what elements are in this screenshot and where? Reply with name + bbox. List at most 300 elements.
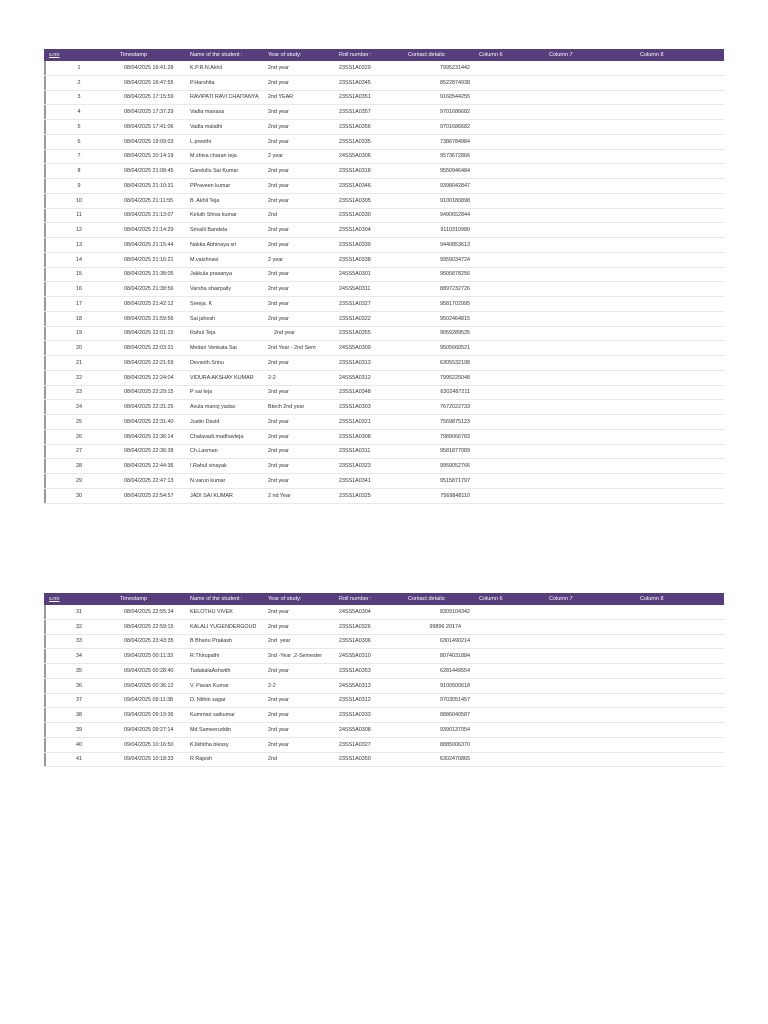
cell-column-8[interactable] [640, 664, 710, 678]
cell-column-7[interactable] [549, 238, 615, 252]
cell-roll-number[interactable]: 23SS1A0326 [339, 623, 371, 630]
cell-timestamp[interactable]: 08/04/2025 22:01:15 [124, 330, 174, 337]
cell-column-6[interactable] [479, 282, 545, 296]
header-column-8[interactable]: Column 8 [640, 52, 664, 58]
cell-roll-number[interactable]: 23SS1A0303 [339, 404, 371, 411]
cell-year-of-study[interactable]: 2nd [268, 212, 277, 219]
cell-column-6[interactable] [479, 723, 545, 737]
cell-column-8[interactable] [640, 356, 710, 370]
cell-timestamp[interactable]: 08/04/2025 21:42:12 [124, 300, 174, 307]
cell-column-6[interactable] [479, 61, 545, 75]
cell-column-8[interactable] [640, 282, 710, 296]
cell-student-name[interactable]: RAVIPATI RAVI CHAITANYA [190, 94, 259, 101]
cell-column-7[interactable] [549, 105, 615, 119]
cell-student-name[interactable]: PPraveen kumar [190, 182, 231, 189]
header-sno[interactable]: s.no [49, 52, 60, 58]
cell-column-6[interactable] [479, 474, 545, 488]
cell-sno[interactable]: 36 [76, 682, 82, 689]
cell-column-8[interactable] [640, 135, 710, 149]
cell-roll-number[interactable]: 24SS5A0309 [339, 345, 371, 352]
cell-contact[interactable]: 7569848110 [440, 492, 470, 499]
cell-roll-number[interactable]: 23SS1A0318 [339, 168, 371, 175]
cell-roll-number[interactable]: 23SS1A0356 [339, 123, 371, 130]
cell-timestamp[interactable]: 09/04/2025 09:19:36 [124, 712, 174, 719]
cell-column-8[interactable] [640, 105, 710, 119]
cell-sno[interactable]: 25 [76, 418, 82, 425]
cell-column-6[interactable] [479, 694, 545, 708]
cell-column-7[interactable] [549, 61, 615, 75]
cell-roll-number[interactable]: 23SS1A0325 [339, 492, 371, 499]
cell-contact[interactable]: 6305532198 [440, 359, 470, 366]
cell-contact[interactable]: 9110310980 [440, 227, 470, 234]
cell-student-name[interactable]: Sai jahesh [190, 315, 216, 322]
header-column-8[interactable]: Column 8 [640, 596, 664, 602]
cell-column-8[interactable] [640, 150, 710, 164]
cell-student-name[interactable]: Rahul Teja [190, 330, 216, 337]
cell-column-6[interactable] [479, 356, 545, 370]
cell-column-8[interactable] [640, 430, 710, 444]
cell-sno[interactable]: 7 [77, 153, 81, 160]
cell-column-6[interactable] [479, 327, 545, 341]
cell-column-7[interactable] [549, 753, 615, 767]
cell-column-6[interactable] [479, 164, 545, 178]
cell-column-8[interactable] [640, 223, 710, 237]
cell-year-of-study[interactable]: 2nd year [268, 182, 289, 189]
header-column-6[interactable]: Column 6 [479, 596, 503, 602]
cell-sno[interactable]: 2 [77, 79, 81, 86]
cell-sno[interactable]: 12 [76, 227, 82, 234]
cell-student-name[interactable]: VIDURA AKSHAY KUMAR [190, 374, 254, 381]
cell-sno[interactable]: 24 [76, 404, 82, 411]
cell-column-7[interactable] [549, 620, 615, 634]
cell-roll-number[interactable]: 23SS1A0335 [339, 138, 371, 145]
cell-year-of-study[interactable]: 2nd year [268, 227, 289, 234]
cell-student-name[interactable]: I.Rahul vinayak [190, 463, 227, 470]
header-timestamp[interactable]: Timestamp [120, 596, 147, 602]
cell-student-name[interactable]: Justin David [190, 418, 220, 425]
cell-column-7[interactable] [549, 708, 615, 722]
cell-sno[interactable]: 19 [76, 330, 82, 337]
cell-roll-number[interactable]: 23SS1A0341 [339, 477, 371, 484]
cell-student-name[interactable]: D. Nithin sagar [190, 697, 226, 704]
header-contact[interactable]: Contact details: [408, 596, 446, 602]
cell-roll-number[interactable]: 23SS1A0305 [339, 197, 371, 204]
cell-column-7[interactable] [549, 415, 615, 429]
cell-timestamp[interactable]: 08/04/2025 21:38:05 [124, 271, 174, 278]
cell-contact[interactable]: 6302470865 [440, 756, 470, 763]
cell-column-7[interactable] [549, 268, 615, 282]
cell-timestamp[interactable]: 08/04/2025 19:09:03 [124, 138, 174, 145]
cell-timestamp[interactable]: 08/04/2025 22:44:36 [124, 463, 174, 470]
cell-sno[interactable]: 16 [76, 286, 82, 293]
cell-student-name[interactable]: Md Sameeruddin [190, 726, 232, 733]
cell-column-8[interactable] [640, 400, 710, 414]
cell-timestamp[interactable]: 08/04/2025 21:13:07 [124, 212, 174, 219]
cell-contact[interactable]: 7672022733 [440, 404, 470, 411]
cell-student-name[interactable]: KALALI YUGENDERGOUD [190, 623, 257, 630]
cell-sno[interactable]: 33 [76, 638, 82, 645]
cell-column-8[interactable] [640, 76, 710, 90]
cell-sno[interactable]: 17 [76, 300, 82, 307]
cell-sno[interactable]: 41 [76, 756, 82, 763]
cell-contact[interactable]: 9701686682 [440, 109, 470, 116]
cell-year-of-study[interactable]: 2nd year [268, 138, 289, 145]
cell-contact[interactable]: 9160544255 [440, 94, 470, 101]
cell-timestamp[interactable]: 08/04/2025 21:10:31 [124, 182, 174, 189]
cell-column-6[interactable] [479, 179, 545, 193]
header-sno[interactable]: s.no [49, 596, 60, 602]
cell-column-7[interactable] [549, 150, 615, 164]
cell-roll-number[interactable]: 23SS1A0323 [339, 463, 371, 470]
cell-column-6[interactable] [479, 268, 545, 282]
cell-roll-number[interactable]: 24SS5A0313 [339, 682, 371, 689]
cell-year-of-study[interactable]: 2nd year [268, 359, 289, 366]
cell-contact[interactable]: 9959052766 [440, 463, 470, 470]
header-roll[interactable]: Roll number : [339, 52, 372, 58]
cell-roll-number[interactable]: 23SS1A0311 [339, 448, 371, 455]
cell-column-8[interactable] [640, 312, 710, 326]
cell-contact[interactable]: 7386784984 [440, 138, 470, 145]
cell-roll-number[interactable]: 23SS1A0327 [339, 300, 371, 307]
cell-year-of-study[interactable]: 2 nd Year [268, 492, 291, 499]
cell-roll-number[interactable]: 23SS1A0327 [339, 741, 371, 748]
cell-sno[interactable]: 32 [76, 623, 82, 630]
cell-sno[interactable]: 22 [76, 374, 82, 381]
cell-sno[interactable]: 28 [76, 463, 82, 470]
cell-timestamp[interactable]: 08/04/2025 22:24:04 [124, 374, 174, 381]
cell-student-name[interactable]: JADI SAI KUMAR [190, 492, 233, 499]
cell-contact[interactable]: 9100500618 [440, 682, 470, 689]
cell-student-name[interactable]: Keluth Shiva kumar [190, 212, 237, 219]
cell-sno[interactable]: 9 [77, 182, 81, 189]
cell-contact[interactable]: 7989066783 [440, 433, 470, 440]
cell-column-6[interactable] [479, 386, 545, 400]
cell-column-8[interactable] [640, 708, 710, 722]
cell-column-6[interactable] [479, 679, 545, 693]
cell-year-of-study[interactable]: 2nd year [268, 608, 289, 615]
cell-year-of-study[interactable]: 2nd year [268, 330, 295, 337]
cell-student-name[interactable]: Sreeja. K [190, 300, 213, 307]
cell-student-name[interactable]: KELOTHU VIVEK [190, 608, 233, 615]
cell-column-8[interactable] [640, 649, 710, 663]
cell-roll-number[interactable]: 24SS5A0308 [339, 726, 371, 733]
cell-contact[interactable]: 9959034724 [440, 256, 470, 263]
cell-column-8[interactable] [640, 61, 710, 75]
cell-student-name[interactable]: Garelollu Sai Kumar [190, 168, 239, 175]
cell-column-8[interactable] [640, 386, 710, 400]
cell-column-7[interactable] [549, 356, 615, 370]
cell-column-6[interactable] [479, 620, 545, 634]
cell-contact[interactable]: 6281449554 [440, 667, 470, 674]
cell-column-8[interactable] [640, 459, 710, 473]
cell-column-6[interactable] [479, 209, 545, 223]
cell-column-6[interactable] [479, 605, 545, 619]
cell-sno[interactable]: 13 [76, 241, 82, 248]
cell-column-7[interactable] [549, 371, 615, 385]
cell-year-of-study[interactable]: 2nd year [268, 123, 289, 130]
cell-timestamp[interactable]: 08/04/2025 22:54:57 [124, 492, 174, 499]
cell-contact[interactable]: 9502464815 [440, 315, 470, 322]
cell-timestamp[interactable]: 08/04/2025 21:16:21 [124, 256, 174, 263]
cell-contact[interactable]: 9505660521 [440, 345, 470, 352]
cell-timestamp[interactable]: 08/04/2025 21:15:44 [124, 241, 174, 248]
cell-student-name[interactable]: Vadla manasa [190, 109, 225, 116]
cell-student-name[interactable]: Devsoth.Srinu [190, 359, 224, 366]
cell-sno[interactable]: 4 [77, 109, 81, 116]
cell-column-6[interactable] [479, 708, 545, 722]
cell-roll-number[interactable]: 23SS1A0308 [339, 433, 371, 440]
cell-sno[interactable]: 35 [76, 667, 82, 674]
cell-student-name[interactable]: R.Thirupathi [190, 653, 220, 660]
cell-year-of-study[interactable]: 2nd year [268, 109, 289, 116]
cell-roll-number[interactable]: 23SS1A0330 [339, 212, 371, 219]
cell-column-7[interactable] [549, 223, 615, 237]
cell-roll-number[interactable]: 23SS1A0321 [339, 418, 371, 425]
cell-student-name[interactable]: K.likhitha blessy [190, 741, 229, 748]
cell-column-6[interactable] [479, 489, 545, 503]
cell-column-8[interactable] [640, 474, 710, 488]
cell-student-name[interactable]: B Bhanu Prakash [190, 638, 232, 645]
cell-sno[interactable]: 31 [76, 608, 82, 615]
cell-contact[interactable]: 8522874938 [440, 79, 470, 86]
cell-year-of-study[interactable]: 2nd Year - 2nd Sem [268, 345, 316, 352]
cell-timestamp[interactable]: 08/04/2025 22:47:13 [124, 477, 174, 484]
cell-contact[interactable]: 9581702995 [440, 300, 470, 307]
cell-column-6[interactable] [479, 76, 545, 90]
cell-timestamp[interactable]: 08/04/2025 22:31:25 [124, 404, 174, 411]
cell-year-of-study[interactable]: 2nd year [268, 726, 289, 733]
cell-timestamp[interactable]: 09/04/2025 00:28:40 [124, 667, 174, 674]
cell-column-6[interactable] [479, 445, 545, 459]
cell-contact[interactable]: 9100180898 [440, 197, 470, 204]
cell-timestamp[interactable]: 08/04/2025 16:41:28 [124, 64, 174, 71]
cell-year-of-study[interactable]: Btech 2nd year [268, 404, 305, 411]
cell-column-7[interactable] [549, 194, 615, 208]
cell-column-6[interactable] [479, 194, 545, 208]
cell-sno[interactable]: 10 [76, 197, 82, 204]
cell-student-name[interactable]: L.preethi [190, 138, 211, 145]
cell-student-name[interactable]: R Rajesh [190, 756, 213, 763]
cell-column-8[interactable] [640, 297, 710, 311]
cell-contact[interactable]: 6301490214 [440, 638, 470, 645]
cell-sno[interactable]: 11 [76, 212, 82, 219]
cell-column-6[interactable] [479, 341, 545, 355]
cell-roll-number[interactable]: 24SS5A0312 [339, 374, 371, 381]
cell-year-of-study[interactable]: 2nd year [268, 638, 291, 645]
cell-column-8[interactable] [640, 91, 710, 105]
cell-timestamp[interactable]: 08/04/2025 17:15:59 [124, 94, 174, 101]
cell-column-6[interactable] [479, 105, 545, 119]
cell-student-name[interactable]: Avula manoj yadav [190, 404, 236, 411]
cell-roll-number[interactable]: 24SS5A0310 [339, 653, 371, 660]
cell-timestamp[interactable]: 08/04/2025 22:36:38 [124, 448, 174, 455]
cell-timestamp[interactable]: 08/04/2025 17:41:06 [124, 123, 174, 130]
cell-year-of-study[interactable]: 2nd year [268, 463, 289, 470]
cell-timestamp[interactable]: 09/04/2025 09:27:14 [124, 726, 174, 733]
cell-timestamp[interactable]: 09/04/2025 10:18:33 [124, 756, 174, 763]
cell-contact[interactable]: 9059289535 [440, 330, 470, 337]
header-name[interactable]: Name of the student : [190, 596, 243, 602]
cell-column-8[interactable] [640, 723, 710, 737]
cell-contact[interactable]: 9440853613 [440, 241, 470, 248]
cell-timestamp[interactable]: 08/04/2025 21:11:55 [124, 197, 174, 204]
cell-roll-number[interactable]: 24SS5A0301 [339, 271, 371, 278]
cell-timestamp[interactable]: 08/04/2025 22:29:15 [124, 389, 174, 396]
cell-timestamp[interactable]: 08/04/2025 16:47:55 [124, 79, 174, 86]
cell-column-7[interactable] [549, 312, 615, 326]
cell-year-of-study[interactable]: 2nd year [268, 241, 289, 248]
cell-roll-number[interactable]: 23SS1A0350 [339, 756, 371, 763]
cell-student-name[interactable]: TadakalaAshwith [190, 667, 231, 674]
cell-sno[interactable]: 14 [76, 256, 82, 263]
cell-column-6[interactable] [479, 753, 545, 767]
cell-student-name[interactable]: Medari Venkata Sai [190, 345, 237, 352]
cell-roll-number[interactable]: 24SS5A0311 [339, 286, 371, 293]
cell-year-of-study[interactable]: 2nd year [268, 448, 289, 455]
cell-sno[interactable]: 8 [77, 168, 81, 175]
cell-column-8[interactable] [640, 445, 710, 459]
cell-sno[interactable]: 37 [76, 697, 82, 704]
cell-contact[interactable]: 8885006370 [440, 741, 470, 748]
cell-roll-number[interactable]: 23SS1A0312 [339, 697, 371, 704]
cell-sno[interactable]: 21 [76, 359, 82, 366]
cell-column-7[interactable] [549, 489, 615, 503]
header-year[interactable]: Year of study: [268, 596, 302, 602]
cell-year-of-study[interactable]: 2 year [268, 153, 283, 160]
cell-column-7[interactable] [549, 76, 615, 90]
cell-sno[interactable]: 20 [76, 345, 82, 352]
cell-contact[interactable]: 7995231442 [440, 64, 470, 71]
cell-roll-number[interactable]: 23SS1A0357 [339, 109, 371, 116]
cell-student-name[interactable]: V. Pavan Kumar [190, 682, 229, 689]
cell-roll-number[interactable]: 23SS1A0333 [339, 712, 371, 719]
cell-roll-number[interactable]: 24SS5A0306 [339, 153, 371, 160]
cell-timestamp[interactable]: 08/04/2025 21:38:56 [124, 286, 174, 293]
cell-roll-number[interactable]: 23SS1A0353 [339, 667, 371, 674]
cell-roll-number[interactable]: 23SS1A0304 [339, 227, 371, 234]
cell-student-name[interactable]: Vadla malathi [190, 123, 223, 130]
cell-column-6[interactable] [479, 400, 545, 414]
cell-roll-number[interactable]: 23SS1A0355 [339, 330, 371, 337]
cell-column-7[interactable] [549, 723, 615, 737]
cell-roll-number[interactable]: 24SS5A0304 [339, 608, 371, 615]
cell-column-6[interactable] [479, 135, 545, 149]
header-column-7[interactable]: Column 7 [549, 52, 573, 58]
cell-year-of-study[interactable]: 2nd year [268, 197, 289, 204]
cell-column-8[interactable] [640, 253, 710, 267]
cell-column-7[interactable] [549, 282, 615, 296]
cell-column-7[interactable] [549, 327, 615, 341]
cell-sno[interactable]: 5 [77, 123, 81, 130]
cell-column-8[interactable] [640, 238, 710, 252]
cell-student-name[interactable]: B. Akhil Teja [190, 197, 220, 204]
cell-column-7[interactable] [549, 605, 615, 619]
cell-column-7[interactable] [549, 649, 615, 663]
cell-year-of-study[interactable]: 2nd year [268, 697, 289, 704]
header-contact[interactable]: Contact details: [408, 52, 446, 58]
cell-column-7[interactable] [549, 209, 615, 223]
cell-column-7[interactable] [549, 738, 615, 752]
cell-column-6[interactable] [479, 238, 545, 252]
cell-contact[interactable]: 8074031884 [440, 653, 470, 660]
cell-column-7[interactable] [549, 679, 615, 693]
cell-timestamp[interactable]: 08/04/2025 23:43:35 [124, 638, 174, 645]
cell-year-of-study[interactable]: 2nd year [268, 286, 289, 293]
cell-column-6[interactable] [479, 312, 545, 326]
cell-sno[interactable]: 34 [76, 653, 82, 660]
cell-student-name[interactable]: Jakkula prasanya [190, 271, 232, 278]
cell-sno[interactable]: 18 [76, 315, 82, 322]
cell-contact[interactable]: 9701686682 [440, 123, 470, 130]
cell-timestamp[interactable]: 08/04/2025 22:59:15 [124, 623, 174, 630]
cell-contact[interactable]: 8897232726 [440, 286, 470, 293]
cell-timestamp[interactable]: 08/04/2025 22:21:59 [124, 359, 174, 366]
cell-timestamp[interactable]: 08/04/2025 17:37:29 [124, 109, 174, 116]
cell-contact[interactable]: 9490652844 [440, 212, 470, 219]
cell-year-of-study[interactable]: 2nd year [268, 315, 289, 322]
cell-column-6[interactable] [479, 297, 545, 311]
cell-column-7[interactable] [549, 445, 615, 459]
cell-year-of-study[interactable]: 2nd year [268, 79, 289, 86]
cell-year-of-study[interactable]: 2nd [268, 756, 277, 763]
cell-column-6[interactable] [479, 150, 545, 164]
cell-student-name[interactable]: Kummari saikumar [190, 712, 235, 719]
cell-column-6[interactable] [479, 738, 545, 752]
cell-sno[interactable]: 29 [76, 477, 82, 484]
cell-student-name[interactable]: M.shiva charan teja [190, 153, 237, 160]
cell-roll-number[interactable]: 23SS1A0348 [339, 389, 371, 396]
cell-timestamp[interactable]: 08/04/2025 21:08:45 [124, 168, 174, 175]
cell-roll-number[interactable]: 23SS1A0351 [339, 94, 371, 101]
cell-timestamp[interactable]: 08/04/2025 22:03:31 [124, 345, 174, 352]
cell-column-8[interactable] [640, 738, 710, 752]
cell-student-name[interactable]: Varsha shairpally [190, 286, 231, 293]
cell-sno[interactable]: 3 [77, 94, 81, 101]
cell-column-6[interactable] [479, 91, 545, 105]
cell-column-7[interactable] [549, 179, 615, 193]
cell-contact[interactable]: 6302487211 [440, 389, 470, 396]
cell-column-6[interactable] [479, 430, 545, 444]
cell-column-8[interactable] [640, 489, 710, 503]
cell-student-name[interactable]: Nakka Abhinaya sri [190, 241, 237, 248]
cell-column-6[interactable] [479, 253, 545, 267]
cell-column-6[interactable] [479, 649, 545, 663]
cell-sno[interactable]: 15 [76, 271, 82, 278]
cell-column-6[interactable] [479, 120, 545, 134]
cell-column-7[interactable] [549, 664, 615, 678]
cell-column-8[interactable] [640, 371, 710, 385]
cell-column-8[interactable] [640, 179, 710, 193]
cell-year-of-study[interactable]: 2nd year [268, 300, 289, 307]
cell-timestamp[interactable]: 08/04/2025 20:14:19 [124, 153, 174, 160]
header-timestamp[interactable]: Timestamp [120, 52, 147, 58]
cell-year-of-study[interactable]: 2-2 [268, 682, 276, 689]
cell-contact[interactable]: 9505878256 [440, 271, 470, 278]
cell-column-8[interactable] [640, 635, 710, 649]
cell-column-7[interactable] [549, 91, 615, 105]
cell-year-of-study[interactable]: 2nd year [268, 271, 289, 278]
cell-year-of-study[interactable]: 2nd year [268, 667, 289, 674]
cell-column-7[interactable] [549, 120, 615, 134]
cell-student-name[interactable]: K.P.R.N.Akhil [190, 64, 222, 71]
cell-column-8[interactable] [640, 194, 710, 208]
cell-column-8[interactable] [640, 327, 710, 341]
cell-year-of-study[interactable]: 2nd year [268, 64, 289, 71]
cell-column-8[interactable] [640, 694, 710, 708]
cell-contact[interactable]: 9398042847 [440, 182, 470, 189]
cell-column-8[interactable] [640, 753, 710, 767]
cell-timestamp[interactable]: 09/04/2025 10:16:50 [124, 741, 174, 748]
